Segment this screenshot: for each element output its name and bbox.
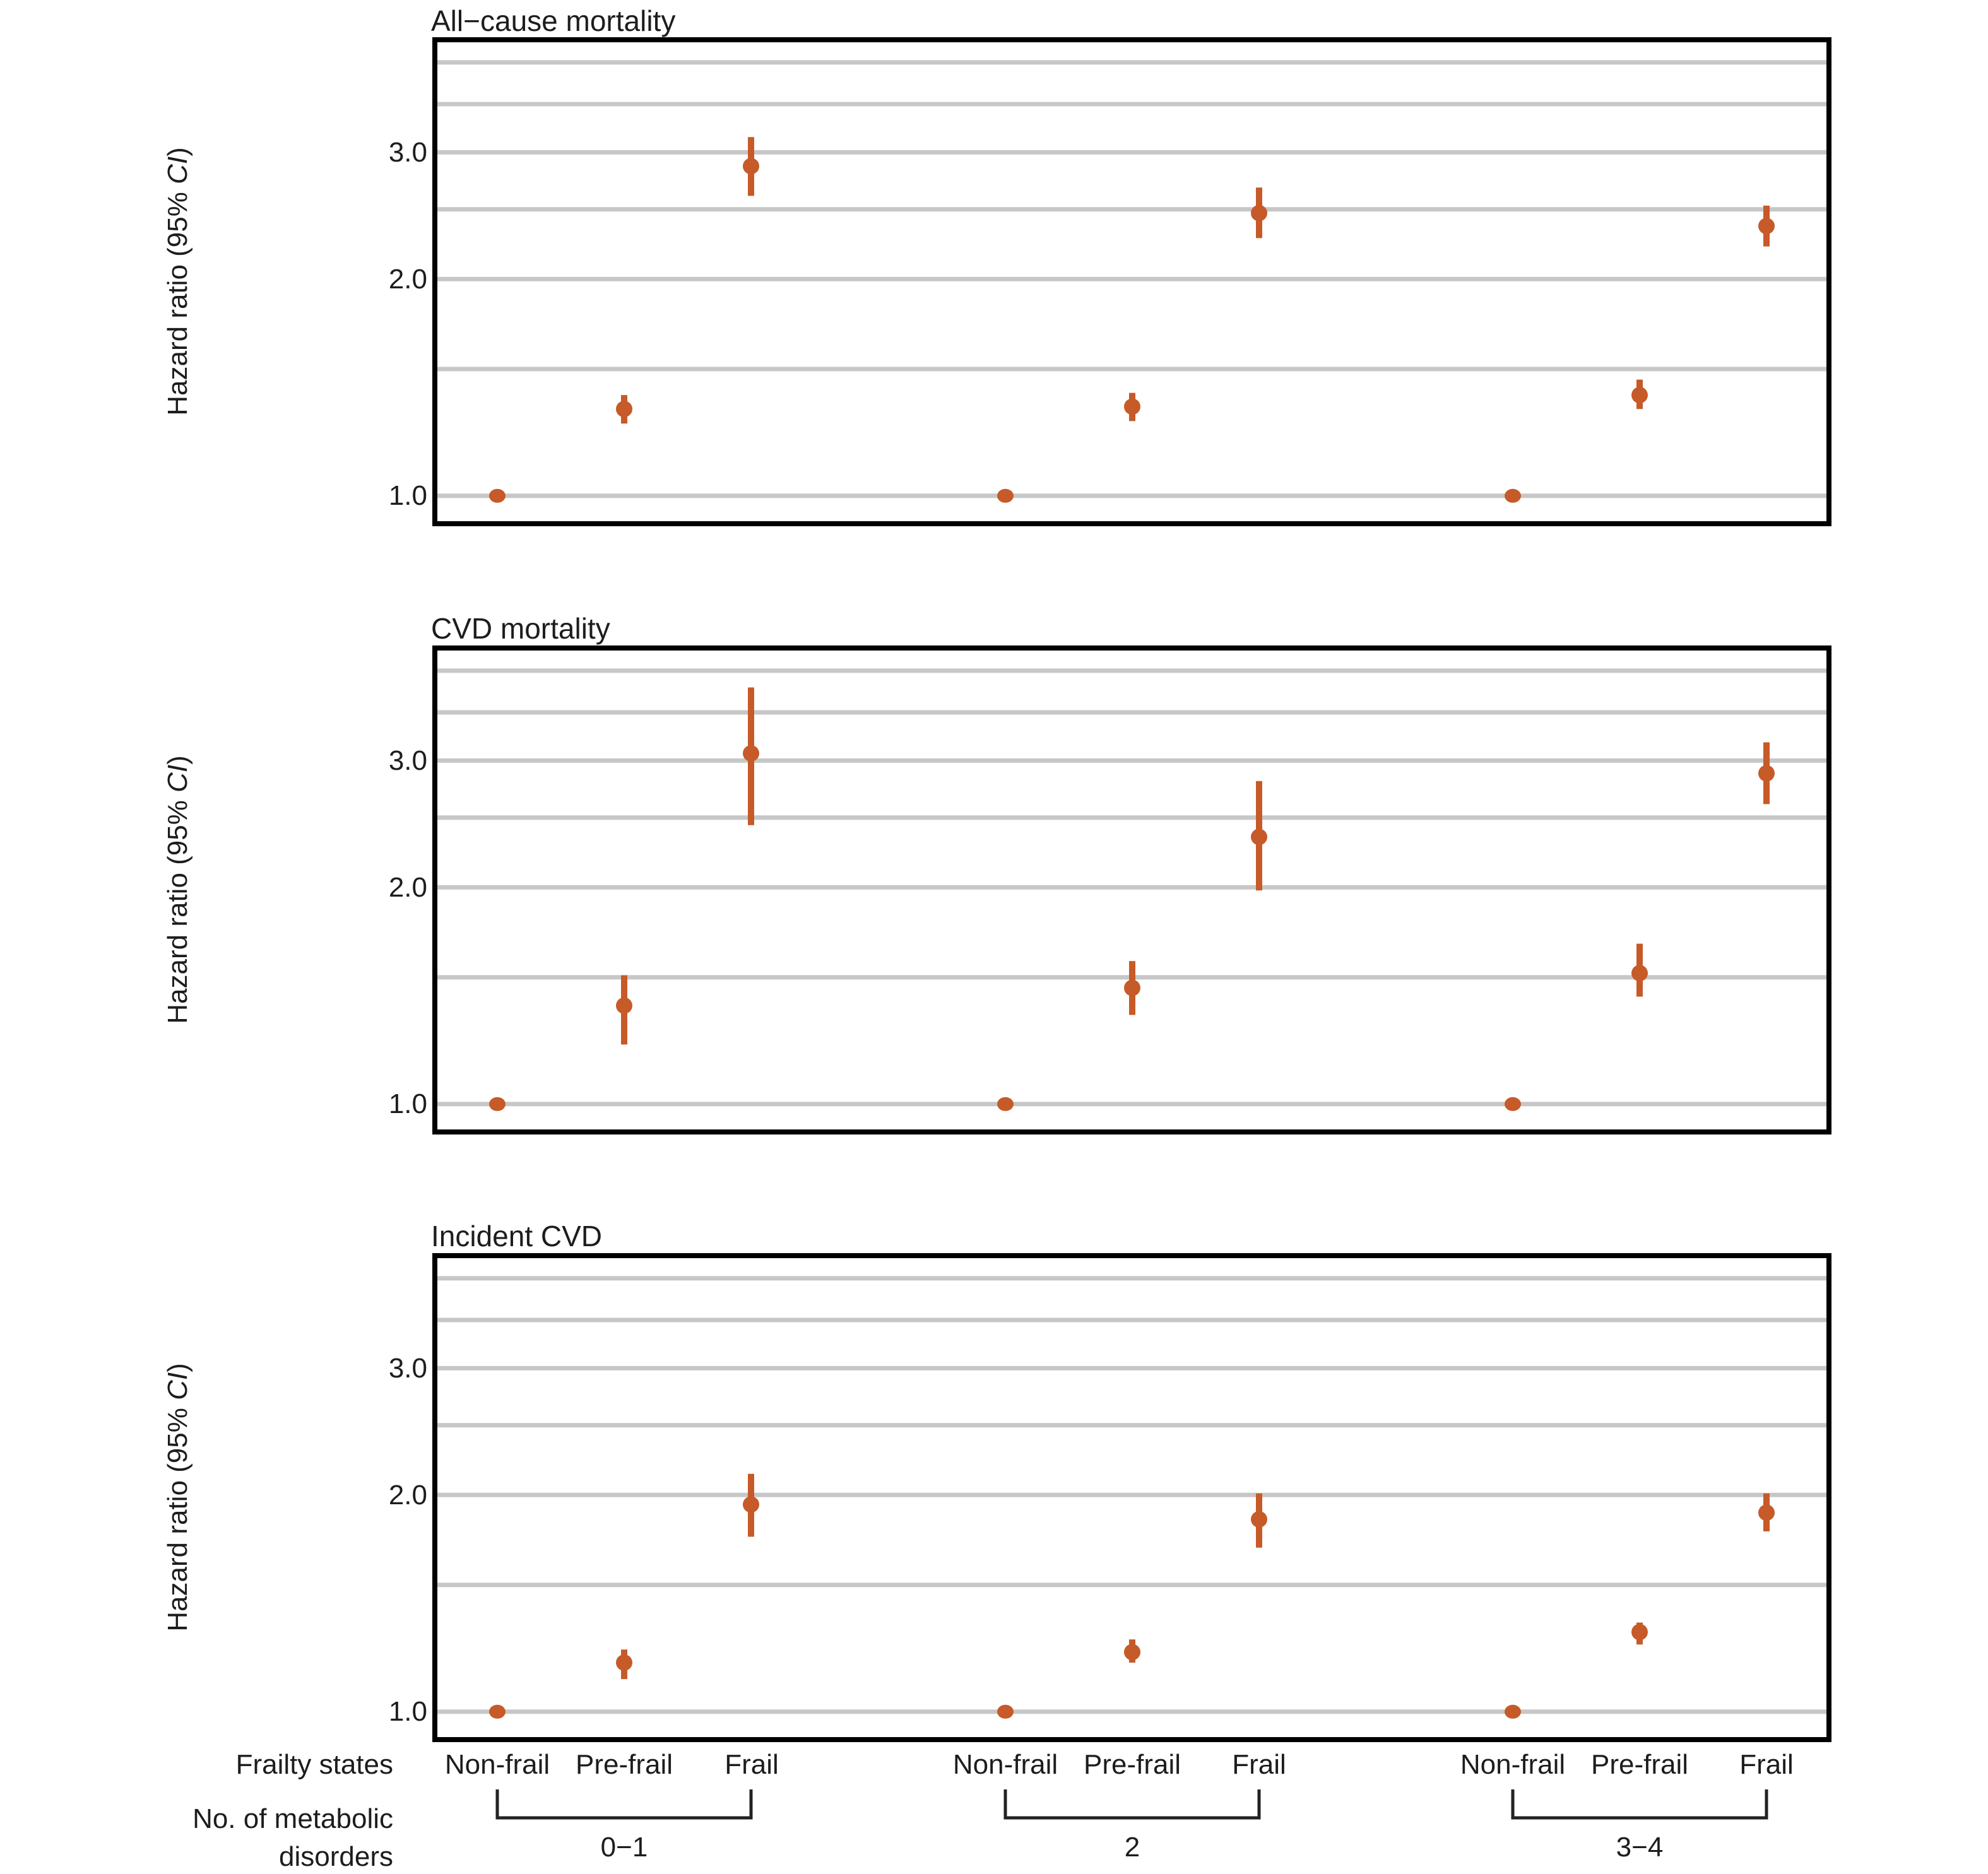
group-label-3-4: 3−4: [1616, 1832, 1664, 1863]
y-axis-label-text: Hazard ratio (95%: [162, 792, 193, 1024]
data-point-Non-frail: [997, 489, 1014, 503]
y-tick-2.0: 2.0: [388, 872, 427, 903]
data-point-Pre-frail: [1631, 965, 1648, 981]
frailty-states-row-label: Frailty states: [235, 1749, 393, 1780]
y-axis-label-ci: CI: [162, 1372, 193, 1400]
data-point-Frail: [743, 1496, 759, 1512]
data-point-Frail: [1758, 218, 1775, 234]
y-axis-label-bottom: [162, 1363, 194, 1631]
y-axis-label-ci: CI: [162, 156, 193, 184]
data-point-Pre-frail: [616, 401, 632, 417]
data-point-Non-frail: [489, 1705, 506, 1719]
state-label-prefrail-g1: Pre-frail: [575, 1749, 673, 1780]
data-point-Non-frail: [489, 489, 506, 503]
y-axis-label-text: Hazard ratio (95%: [162, 1400, 193, 1632]
state-label-prefrail-g3: Pre-frail: [1590, 1749, 1689, 1780]
y-axis-label-close: ): [162, 1363, 193, 1372]
y-tick-1.0: 1.0: [388, 1696, 427, 1727]
panel-border: [435, 40, 1829, 524]
data-point-Pre-frail: [1124, 398, 1140, 415]
y-tick-3.0: 3.0: [388, 745, 427, 776]
y-axis-label-close: ): [162, 147, 193, 156]
data-point-Non-frail: [489, 1097, 506, 1111]
data-point-Non-frail: [997, 1097, 1014, 1111]
y-axis-label-ci: CI: [162, 764, 193, 793]
panel-title-all-cause-mortality: All−cause mortality: [431, 4, 676, 37]
y-axis-label-close: ): [162, 755, 193, 765]
group-label-2: 2: [1124, 1832, 1140, 1863]
data-point-Frail: [1251, 205, 1267, 221]
metabolic-row-label-line2: disorders: [279, 1841, 393, 1872]
panel-title-incident-cvd: Incident CVD: [431, 1220, 603, 1252]
state-label-frail-g3: Frail: [1739, 1749, 1794, 1780]
group-bracket-2: [1005, 1789, 1259, 1818]
y-tick-2.0: 2.0: [388, 1480, 427, 1511]
data-point-Pre-frail: [616, 998, 632, 1014]
y-tick-1.0: 1.0: [388, 1088, 427, 1119]
data-point-Pre-frail: [1124, 980, 1140, 996]
y-axis-label-top: [162, 147, 194, 415]
data-point-Pre-frail: [1124, 1644, 1140, 1660]
data-point-Frail: [743, 745, 759, 762]
y-axis-label-text: Hazard ratio (95%: [162, 184, 193, 416]
data-point-Frail: [1251, 828, 1267, 845]
data-point-Frail: [1758, 1504, 1775, 1521]
panel-border: [435, 1256, 1829, 1740]
data-point-Frail: [1251, 1511, 1267, 1528]
state-label-nonfrail-g2: Non-frail: [952, 1749, 1058, 1780]
data-point-Non-frail: [1505, 1097, 1521, 1111]
data-point-Frail: [1758, 765, 1775, 782]
y-tick-1.0: 1.0: [388, 480, 427, 511]
state-label-prefrail-g2: Pre-frail: [1083, 1749, 1181, 1780]
data-point-Non-frail: [1505, 489, 1521, 503]
group-label-0-1: 0−1: [600, 1832, 648, 1863]
data-point-Non-frail: [997, 1705, 1014, 1719]
data-point-Pre-frail: [1631, 1624, 1648, 1641]
state-label-frail-g1: Frail: [725, 1749, 779, 1780]
panel-title-cvd-mortality: CVD mortality: [431, 612, 610, 645]
state-label-frail-g2: Frail: [1232, 1749, 1286, 1780]
panel-border: [435, 648, 1829, 1132]
data-point-Non-frail: [1505, 1705, 1521, 1719]
y-tick-3.0: 3.0: [388, 137, 427, 168]
metabolic-row-label-line1: No. of metabolic: [192, 1803, 393, 1834]
group-bracket-3: [1513, 1789, 1766, 1818]
state-label-nonfrail-g1: Non-frail: [444, 1749, 550, 1780]
state-label-nonfrail-g3: Non-frail: [1460, 1749, 1566, 1780]
y-tick-2.0: 2.0: [388, 264, 427, 295]
data-point-Frail: [743, 158, 759, 174]
y-tick-3.0: 3.0: [388, 1353, 427, 1384]
group-bracket-1: [497, 1789, 751, 1818]
data-point-Pre-frail: [1631, 387, 1648, 403]
data-point-Pre-frail: [616, 1654, 632, 1671]
y-axis-label-middle: [162, 755, 194, 1023]
